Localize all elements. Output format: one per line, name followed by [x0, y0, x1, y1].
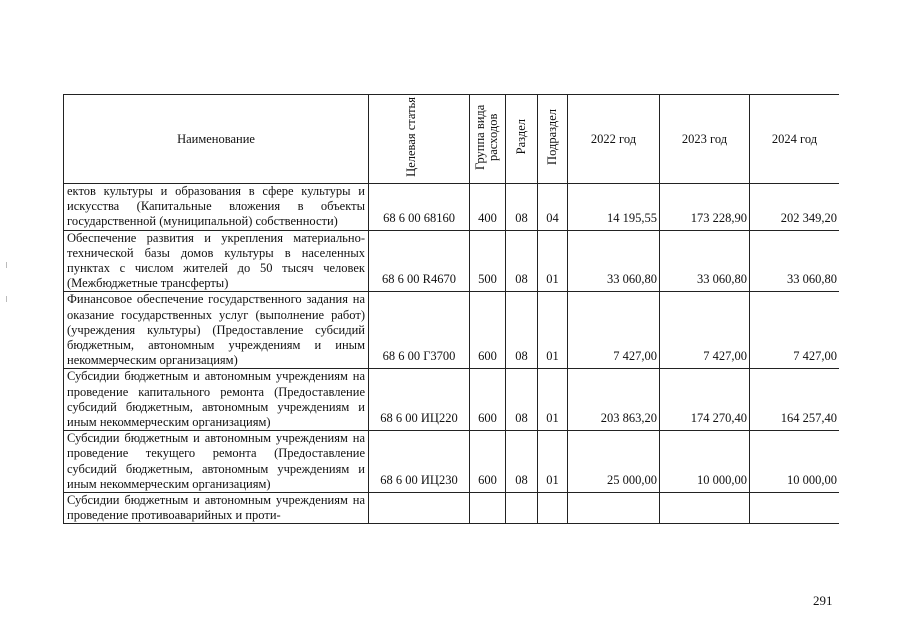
- budget-table-wrap: [63, 94, 839, 580]
- scan-mark: [6, 262, 7, 268]
- table-row: [64, 292, 840, 369]
- header-expense-group: Группа вида расходов: [470, 95, 506, 184]
- cell-name: ектов культуры и образования в сфере культуры и искусства (Капитальные вложения в объекты государственной (муниципальной) собственности): [64, 184, 369, 231]
- cell-group: 600: [470, 369, 506, 431]
- cell-subsection: 01: [538, 230, 568, 292]
- cell-y2022: 33 060,80: [568, 230, 660, 292]
- cell-y2022: 7 427,00: [568, 292, 660, 369]
- header-2022: 2022 год: [568, 95, 660, 184]
- cell-y2024: 33 060,80: [750, 230, 840, 292]
- cell-y2022: 25 000,00: [568, 431, 660, 493]
- cell-name: Субсидии бюджетным и автономным учреждениям на проведение текущего ремонта (Предоставление субсидий бюджетным, автономным учреждениям и иным некоммерческим организациям): [64, 431, 369, 493]
- header-2023: 2023 год: [660, 95, 750, 184]
- cell-code: 68 6 00 68160: [369, 184, 470, 231]
- header-section: Раздел: [506, 95, 538, 184]
- cell-y2023: 10 000,00: [660, 431, 750, 493]
- cell-code: 68 6 00 Г3700: [369, 292, 470, 369]
- page-number: 291: [813, 593, 833, 608]
- cell-name: Обеспечение развития и укрепления материально-технической базы домов культуры в населенных пунктах с числом жителей до 50 тысяч человек (Межбюджетные трансферты): [64, 230, 369, 292]
- cell-subsection: 01: [538, 369, 568, 431]
- cell-y2023: 173 228,90: [660, 184, 750, 231]
- cell-y2023: 7 427,00: [660, 292, 750, 369]
- header-subsection: Подраздел: [538, 95, 568, 184]
- cell-subsection: [538, 493, 568, 524]
- cell-y2023: [660, 493, 750, 524]
- cell-group: 600: [470, 431, 506, 493]
- cell-y2022: [568, 493, 660, 524]
- cell-group: [470, 493, 506, 524]
- cell-y2024: 202 349,20: [750, 184, 840, 231]
- budget-table: [63, 94, 839, 524]
- cell-y2024: 7 427,00: [750, 292, 840, 369]
- cell-code: [369, 493, 470, 524]
- cell-subsection: 01: [538, 431, 568, 493]
- cell-section: 08: [506, 292, 538, 369]
- cell-code: 68 6 00 ИЦ220: [369, 369, 470, 431]
- cell-y2024: [750, 493, 840, 524]
- header-target-item: Целевая статья: [369, 95, 470, 184]
- cell-section: 08: [506, 230, 538, 292]
- cell-section: [506, 493, 538, 524]
- cell-name: Субсидии бюджетным и автономным учреждениям на проведение противоаварийных и проти-: [64, 493, 369, 524]
- table-row: [64, 230, 840, 292]
- table-row: [64, 184, 840, 231]
- cell-section: 08: [506, 431, 538, 493]
- cell-group: 500: [470, 230, 506, 292]
- cell-y2022: 14 195,55: [568, 184, 660, 231]
- header-2024: 2024 год: [750, 95, 840, 184]
- cell-section: 08: [506, 184, 538, 231]
- table-header-row: [64, 95, 840, 184]
- cell-y2024: 164 257,40: [750, 369, 840, 431]
- cell-code: 68 6 00 ИЦ230: [369, 431, 470, 493]
- cell-y2022: 203 863,20: [568, 369, 660, 431]
- cell-name: Финансовое обеспечение государственного задания на оказание государственных услуг (выполнение работ) (учреждения культуры) (Предоставление субсидий бюджетным, автономным учреждениям и иным некоммерческим организациям): [64, 292, 369, 369]
- cell-name: Субсидии бюджетным и автономным учреждениям на проведение капитального ремонта (Предоставление субсидий бюджетным, автономным учреждениям и иным некоммерческим организациям): [64, 369, 369, 431]
- cell-group: 400: [470, 184, 506, 231]
- cell-section: 08: [506, 369, 538, 431]
- cell-subsection: 04: [538, 184, 568, 231]
- table-row: [64, 493, 840, 524]
- cell-group: 600: [470, 292, 506, 369]
- table-row: [64, 369, 840, 431]
- cell-code: 68 6 00 R4670: [369, 230, 470, 292]
- scan-mark: [6, 296, 7, 302]
- table-row: [64, 431, 840, 493]
- header-name: Наименование: [64, 95, 369, 184]
- cell-y2023: 33 060,80: [660, 230, 750, 292]
- cell-y2023: 174 270,40: [660, 369, 750, 431]
- cell-y2024: 10 000,00: [750, 431, 840, 493]
- cell-subsection: 01: [538, 292, 568, 369]
